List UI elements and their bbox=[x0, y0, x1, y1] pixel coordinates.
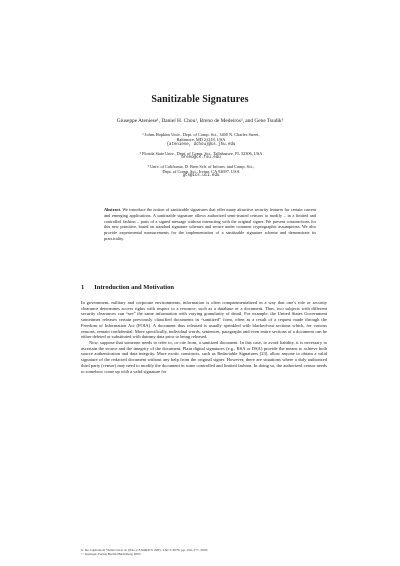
publication-footnote bbox=[81, 548, 327, 557]
affiliation-line: ² Florida State Univ., Dept. of Comp. Sci., Tallahassee, FL 32306, USA bbox=[139, 150, 263, 156]
author-list: Giuseppe Ateniese¹, Daniel H. Chou¹, Breno de Medeiros², and Gene Tsudik³ bbox=[116, 118, 284, 124]
section-title: Introduction and Motivation bbox=[94, 284, 174, 291]
abstract-label: Abstract. bbox=[104, 207, 122, 212]
section-number: 1 bbox=[81, 284, 85, 291]
footnote-line: © Springer-Verlag Berlin Heidelberg 2005 bbox=[81, 552, 141, 557]
abstract-text: We introduce the notion of sanitizable signatures that offer many attractive security features for certain current and emerging applications. A sanitizable signature allows authorized semi-trusted censors to modify – in a limited and controlled fashion – parts of a signed message without interacting with the original signer. We present constructions for this new primitive, based on standard signature schemes and secure under common cryptographic assumptions. We also provide experimental measurements for the implementation of a sanitizable signature scheme and demonstrate its practicality. bbox=[104, 207, 316, 241]
author-email: {ateniese, dchou}@cs.jhu.edu bbox=[166, 142, 236, 147]
footnote-line: S. De Capitani di Vimercati et al. (Eds.): ESORICS 2005, LNCS 3679, pp. 159–177, 2005. bbox=[81, 548, 209, 552]
body-text bbox=[81, 300, 327, 374]
abstract bbox=[104, 207, 316, 242]
author-email: breno@cs.fsu.edu bbox=[181, 155, 221, 160]
paragraph: Now, suppose that someone needs to refer to, or cite from, a sanitized document. In this case, to avoid liability, it is necessary to ascertain the source and the integrity of the document. Plain digital signatures (e.g., RSA or DSA) provide the means to achieve both source authentication and data integrity. More exotic constructs, such as Redactable Signatures [23], allow anyone to obtain a valid signature of the redacted document without any help from the original signer. However, there are situations where a duly authorized third party (censor) may need to modify the document in some controlled and limited fashion. In doing so, the authorized censor needs to somehow come up with a valid signature for bbox=[81, 340, 327, 374]
affiliation-line: Dept. of Comp. Sci., Irvine, CA 92697, USA bbox=[162, 169, 240, 175]
paper-title: Sanitizable Signatures bbox=[151, 94, 249, 105]
author-email: gts@ics.uci.edu bbox=[182, 174, 220, 179]
paragraph: In government, military and corporate environments, information is often compartmentalized in a way that one’s role or security clearance determines access rights with respect to a resource, such as a database or a document. Thus, two subjects with different security clearances can “see” the same information with varying granularity of detail. For example, the United States Government sometimes releases certain previously classified documents in “sanitized” form, often as a result of a request made through the Freedom of Information Act (FOIA). A document thus released is usually sprinkled with blacked-out sections which, for various reasons, remain confidential. More specifically, individual words, sentences, paragraphs and even entire sections of a document can be either deleted or substituted with dummy data prior to being released. bbox=[81, 300, 327, 340]
affiliation-line: Baltimore, MD 21218, USA bbox=[176, 137, 226, 143]
affiliation-3 bbox=[96, 164, 306, 180]
affiliation-line: ³ Univ. of California, D. Bren Sch. of Inform. and Comp. Sci., bbox=[147, 163, 255, 169]
affiliation-1 bbox=[96, 132, 306, 148]
section-heading bbox=[81, 284, 174, 291]
affiliation-line: ¹ Johns Hopkins Univ., Dept. of Comp. Sci., 3400 N. Charles Street, bbox=[142, 132, 260, 137]
affiliations bbox=[96, 132, 306, 182]
affiliation-2 bbox=[96, 151, 306, 162]
